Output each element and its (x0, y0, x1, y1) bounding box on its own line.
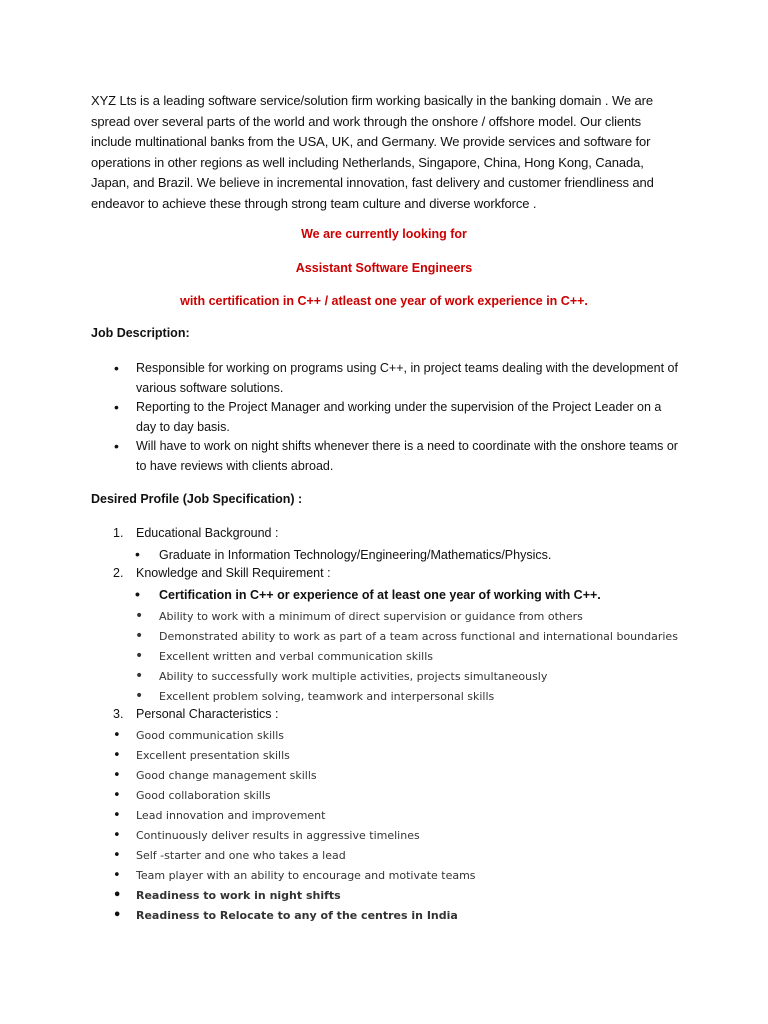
education-section-label (113, 526, 278, 540)
bullet-icon: • (135, 668, 144, 684)
bullet-icon: • (113, 728, 121, 743)
headline-requirement: with certification in C++ / atleast one year of work experience in C++. (180, 294, 588, 308)
section-label: Personal Characteristics : (136, 707, 279, 721)
bullet-icon: • (135, 648, 144, 664)
personal-item: • Readiness to work in night shifts (113, 888, 341, 903)
personal-item: • Excellent presentation skills (113, 748, 290, 763)
personal-item: • Self -starter and one who takes a lead (113, 848, 346, 863)
personal-item: • Good change management skills (113, 768, 317, 783)
knowledge-item: • Ability to work with a minimum of direct supervision or guidance from others (135, 608, 583, 624)
bullet-icon: • (135, 628, 144, 644)
headline-looking-for: We are currently looking for (301, 227, 467, 241)
personal-item: • Continuously deliver results in aggressive timelines (113, 828, 420, 843)
bullet-icon: • (113, 888, 122, 903)
bullet-icon: • (113, 848, 121, 863)
personal-section-label (113, 707, 278, 721)
bullet-icon: • (113, 748, 121, 763)
knowledge-item: • Ability to successfully work multiple activities, projects simultaneously (135, 668, 548, 684)
section-label: Knowledge and Skill Requirement : (136, 566, 331, 580)
education-item: • Graduate in Information Technology/Engineering/Mathematics/Physics. (135, 546, 552, 562)
job-description-item: Will have to work on night shifts whenever there is a need to coordinate with the onshore teams or to have reviews with clients abroad. (136, 439, 678, 473)
company-intro-paragraph: XYZ Lts is a leading software service/solution firm working basically in the banking domain . We are spread over several parts of the world and work through the onshore / offshore model. Our clients include multinational banks from the USA, UK, and Germany. We provide services and software for operations in other regions as well including Netherlands, Singapore, China, Hong Kong, Canada, Japan, and Brazil. We believe in incremental innovation, fast delivery and customer friendliness and endeavor to achieve these through strong team culture and diverse workforce . (91, 93, 654, 211)
bullet-icon: • (135, 608, 144, 624)
desired-profile-heading: Desired Profile (Job Specification) : (91, 492, 303, 506)
list-number: 2. (113, 566, 124, 580)
bullet-icon: • (113, 828, 121, 843)
headline-position: Assistant Software Engineers (295, 261, 473, 275)
knowledge-item: • Certification in C++ or experience of at least one year of working with C++. (135, 586, 601, 602)
bullet-icon: • (135, 688, 144, 704)
list-item (112, 437, 682, 476)
knowledge-item: • Demonstrated ability to work as part of a team across functional and international boundaries (135, 628, 678, 644)
bullet-icon: • (113, 788, 121, 803)
list-item (112, 359, 682, 398)
bullet-icon: • (113, 868, 121, 883)
section-label: Educational Background : (136, 526, 279, 540)
list-item (112, 398, 682, 437)
bullet-icon: • (135, 546, 140, 562)
bullet-icon: • (113, 808, 121, 823)
job-description-heading: Job Description: (91, 326, 190, 340)
personal-item: • Lead innovation and improvement (113, 808, 326, 823)
job-description-item: Responsible for working on programs using C++, in project teams dealing with the development of various software solutions. (136, 361, 678, 395)
list-number: 3. (113, 707, 124, 721)
bullet-icon: • (113, 908, 122, 923)
bullet-icon: • (135, 586, 140, 602)
job-description-list (112, 359, 682, 476)
personal-item: • Good collaboration skills (113, 788, 271, 803)
knowledge-item: • Excellent written and verbal communication skills (135, 648, 434, 664)
job-description-item: Reporting to the Project Manager and working under the supervision of the Project Leader on a day to day basis. (136, 400, 662, 434)
personal-item: • Good communication skills (113, 728, 285, 743)
knowledge-section-label (113, 566, 331, 580)
personal-item: • Team player with an ability to encourage and motivate teams (113, 868, 476, 883)
knowledge-item: • Excellent problem solving, teamwork and interpersonal skills (135, 688, 495, 704)
list-number: 1. (113, 526, 124, 540)
personal-item: • Readiness to Relocate to any of the centres in India (113, 908, 458, 923)
bullet-icon: • (113, 768, 121, 783)
